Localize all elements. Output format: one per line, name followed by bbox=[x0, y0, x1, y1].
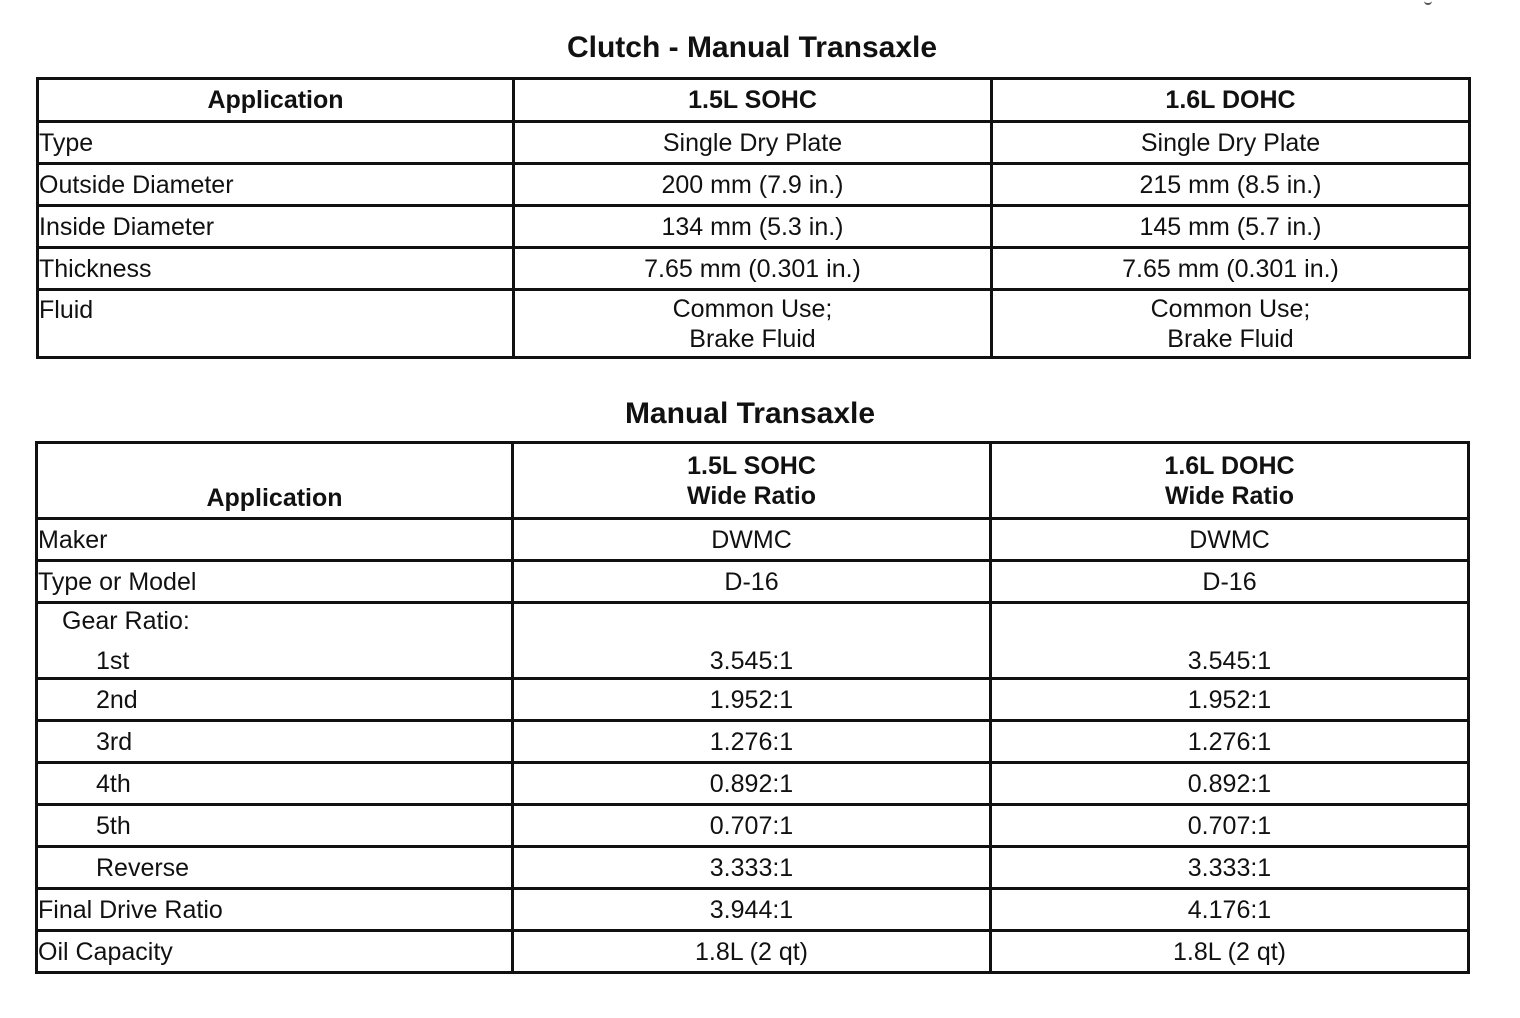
cell-value: DWMC bbox=[513, 519, 991, 561]
cell-value: 3.333:1 bbox=[991, 847, 1469, 889]
cell-value: 0.707:1 bbox=[513, 805, 991, 847]
table-header-row bbox=[37, 443, 1469, 519]
cell-value: D-16 bbox=[513, 561, 991, 603]
cell-text: 3.545:1 bbox=[1187, 646, 1272, 675]
cell-value: 1.276:1 bbox=[991, 721, 1469, 763]
cell-value: 1.276:1 bbox=[513, 721, 991, 763]
table-row bbox=[38, 164, 1470, 206]
cell-value: 1.8L (2 qt) bbox=[513, 931, 991, 973]
transaxle-table-title: Manual Transaxle bbox=[624, 397, 876, 430]
gear-ratio-cell bbox=[37, 603, 513, 679]
row-label: Type or Model bbox=[37, 561, 513, 603]
cell-value: 7.65 mm (0.301 in.) bbox=[992, 248, 1470, 290]
table-row bbox=[37, 721, 1469, 763]
table-row bbox=[38, 206, 1470, 248]
cell-value: 4.176:1 bbox=[991, 889, 1469, 931]
row-label: Reverse bbox=[37, 847, 513, 889]
cell-value: 134 mm (5.3 in.) bbox=[514, 206, 992, 248]
cell-value bbox=[991, 603, 1469, 679]
table-row bbox=[37, 889, 1469, 931]
table-row bbox=[37, 847, 1469, 889]
cell-value: 1.952:1 bbox=[513, 679, 991, 721]
cell-value: 145 mm (5.7 in.) bbox=[992, 206, 1470, 248]
cell-value: 1.8L (2 qt) bbox=[991, 931, 1469, 973]
cell-value: 3.944:1 bbox=[513, 889, 991, 931]
row-label: Final Drive Ratio bbox=[37, 889, 513, 931]
cell-text: 3.545:1 bbox=[709, 646, 794, 675]
row-label: Type bbox=[38, 122, 514, 164]
cell-line: Brake Fluid bbox=[1167, 324, 1294, 353]
cell-line: Common Use; bbox=[672, 294, 833, 323]
row-label: Maker bbox=[37, 519, 513, 561]
cell-value bbox=[514, 290, 992, 358]
cell-value: 215 mm (8.5 in.) bbox=[992, 164, 1470, 206]
table-row bbox=[37, 931, 1469, 973]
row-label: 4th bbox=[37, 763, 513, 805]
cell-value: 1.952:1 bbox=[991, 679, 1469, 721]
row-label: 1st bbox=[96, 646, 130, 675]
table-row bbox=[38, 290, 1470, 358]
header-line: Wide Ratio bbox=[687, 481, 816, 510]
cell-value: Single Dry Plate bbox=[992, 122, 1470, 164]
header-application: Application bbox=[37, 443, 513, 519]
cell-value: 0.892:1 bbox=[991, 763, 1469, 805]
scan-mark bbox=[1424, 0, 1432, 5]
header-1-6l-dohc bbox=[991, 443, 1469, 519]
cell-line: Common Use; bbox=[1150, 294, 1311, 323]
row-label: 2nd bbox=[37, 679, 513, 721]
row-label: 5th bbox=[37, 805, 513, 847]
table-row bbox=[37, 519, 1469, 561]
cell-value: 0.707:1 bbox=[991, 805, 1469, 847]
table-row bbox=[37, 679, 1469, 721]
header-line: 1.6L DOHC bbox=[1164, 451, 1295, 480]
header-line: Wide Ratio bbox=[1165, 481, 1294, 510]
clutch-spec-table bbox=[36, 77, 1471, 359]
gear-ratio-group-label: Gear Ratio: bbox=[62, 606, 190, 635]
cell-value bbox=[992, 290, 1470, 358]
header-1-5l-sohc: 1.5L SOHC bbox=[514, 79, 992, 122]
cell-value: DWMC bbox=[991, 519, 1469, 561]
cell-line: Brake Fluid bbox=[689, 324, 816, 353]
cell-value: Single Dry Plate bbox=[514, 122, 992, 164]
table-row bbox=[37, 763, 1469, 805]
table-row bbox=[37, 603, 1469, 679]
row-label: Outside Diameter bbox=[38, 164, 514, 206]
row-label: Oil Capacity bbox=[37, 931, 513, 973]
cell-value: 7.65 mm (0.301 in.) bbox=[514, 248, 992, 290]
header-line: 1.5L SOHC bbox=[687, 451, 816, 480]
table-row bbox=[38, 122, 1470, 164]
clutch-table-title: Clutch - Manual Transaxle bbox=[566, 31, 938, 64]
cell-value: 3.333:1 bbox=[513, 847, 991, 889]
row-label: Thickness bbox=[38, 248, 514, 290]
table-row bbox=[37, 561, 1469, 603]
cell-value bbox=[513, 603, 991, 679]
header-1-5l-sohc bbox=[513, 443, 991, 519]
table-row bbox=[38, 248, 1470, 290]
row-label: 3rd bbox=[37, 721, 513, 763]
row-label: Inside Diameter bbox=[38, 206, 514, 248]
cell-value: 200 mm (7.9 in.) bbox=[514, 164, 992, 206]
cell-value: D-16 bbox=[991, 561, 1469, 603]
table-header-row bbox=[38, 79, 1470, 122]
table-row bbox=[37, 805, 1469, 847]
cell-value: 0.892:1 bbox=[513, 763, 991, 805]
transaxle-spec-table bbox=[35, 441, 1470, 974]
row-label: Fluid bbox=[38, 290, 514, 358]
header-1-6l-dohc: 1.6L DOHC bbox=[992, 79, 1470, 122]
header-application: Application bbox=[38, 79, 514, 122]
